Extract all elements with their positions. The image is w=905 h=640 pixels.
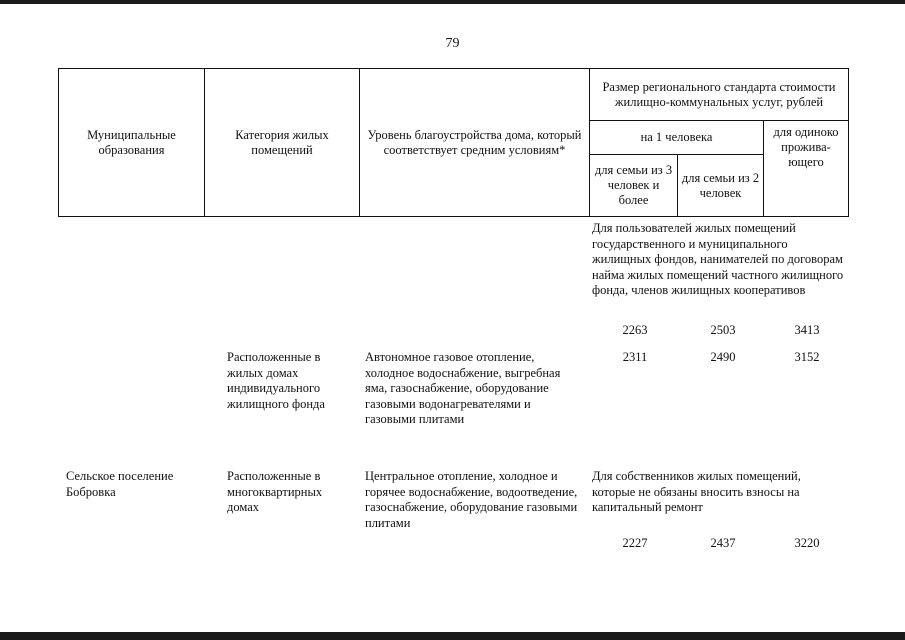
bottom-border-rule — [0, 632, 905, 640]
section1-value-family-2: 2503 — [710, 323, 736, 337]
row1-value-single: 3152 — [794, 350, 820, 364]
row2-note: Для собственников жилых помещений, которые не обязаны вносить взносы на капитальный ремонт — [592, 469, 801, 514]
header-municipalities: Муниципальные образования — [59, 69, 205, 217]
row1-value-family-3: 2311 — [622, 350, 648, 364]
header-family-3: для семьи из 3 человек и более — [590, 155, 678, 217]
top-border-rule — [0, 0, 905, 4]
header-per-person: на 1 человека — [590, 121, 764, 155]
header-category: Категория жилых помещений — [205, 69, 360, 217]
section1-value-single: 3413 — [794, 323, 820, 337]
header-table — [58, 68, 849, 217]
header-amenities: Уровень благоустройства дома, который соответствует средним условиям* — [360, 69, 590, 217]
row2-amenities: Центральное отопление, холодное и горячее водоснабжение, водоотведение, газоснабжение, оборудование газовыми плитами — [365, 469, 578, 530]
row1-value-family-2: 2490 — [710, 350, 736, 364]
row2-value-family-2: 2437 — [710, 536, 736, 550]
header-single-resident: для одиноко прожива-ющего — [764, 121, 849, 217]
header-family-2: для семьи из 2 человек — [678, 155, 764, 217]
page-number: 79 — [445, 36, 460, 51]
row1-category: Расположенные в жилых домах индивидуального жилищного фонда — [227, 350, 325, 411]
row1-amenities: Автономное газовое отопление, холодное водоснабжение, выгребная яма, газоснабжение, оборудование газовыми водонагревателями и газовыми плитами — [365, 350, 561, 426]
row2-municipality: Сельское поселение Бобровка — [66, 469, 174, 499]
row2-value-family-3: 2227 — [622, 536, 648, 550]
section1-note: Для пользователей жилых помещений государственного и муниципального жилищных фондов, нанимателей по договорам найма жилых помещений частного жилищного фонда, членов жилищных кооперативов — [592, 221, 844, 297]
section1-value-family-3: 2263 — [622, 323, 648, 337]
row2-value-single: 3220 — [794, 536, 820, 550]
row2-category: Расположенные в многоквартирных домах — [227, 469, 323, 514]
header-standard-size: Размер регионального стандарта стоимости жилищно-коммунальных услуг, рублей — [590, 69, 849, 121]
